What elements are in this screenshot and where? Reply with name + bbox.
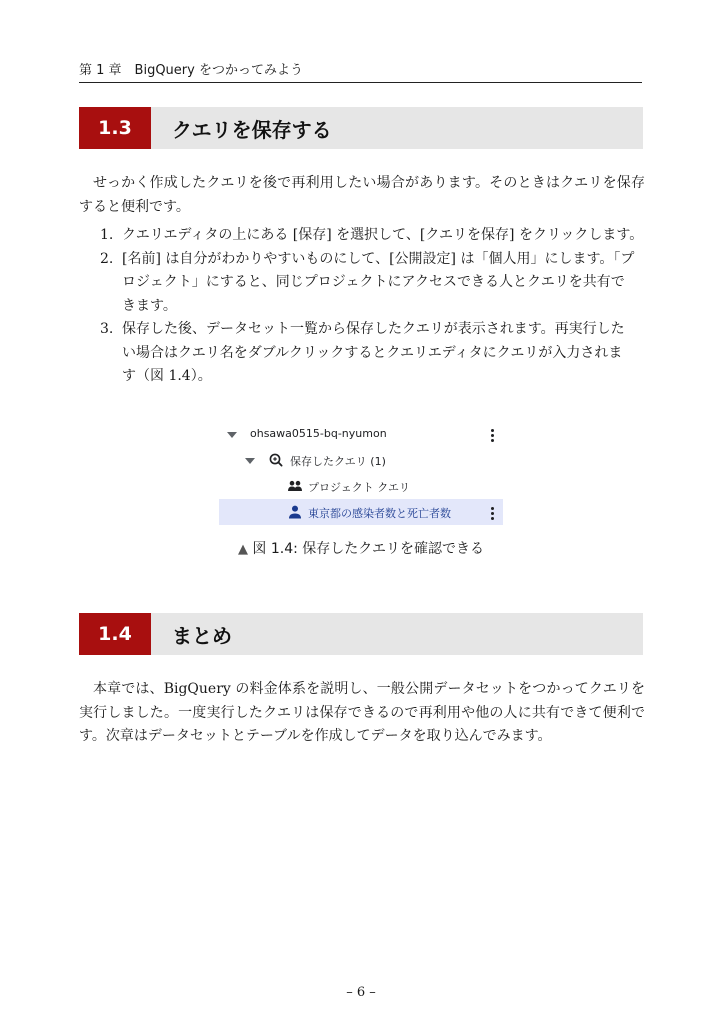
saved-queries-label[interactable]: 保存したクエリ (1)	[290, 455, 386, 468]
kebab-menu-icon[interactable]	[491, 429, 495, 444]
step-line: 保存した後、データセット一覧から保存したクエリが表示されます。再実行した	[122, 321, 625, 337]
intro-line-1: せっかく作成したクエリを後で再利用したい場合があります。そのときはクエリを保	[93, 175, 631, 191]
section-heading-1-3	[79, 107, 643, 149]
step-item	[100, 224, 645, 248]
step-line: きます。	[122, 297, 177, 314]
section-number: 1.3	[79, 107, 151, 149]
person-icon	[289, 505, 301, 519]
summary-line-2: を実行しました。一度実行したクエリは保存できるので再利用や他の人に共有できて便	[79, 681, 645, 721]
steps-list	[100, 224, 645, 389]
project-queries-row[interactable]	[219, 473, 503, 499]
step-line: クエリエディタの上にある [保存] を選択して、[クエリを保存] をクリックします。	[122, 227, 644, 243]
step-text	[122, 248, 645, 319]
step-line: す（図 1.4）。	[122, 368, 212, 384]
saved-query-icon	[269, 453, 283, 467]
triangle-down-icon[interactable]	[245, 458, 255, 464]
step-number: 1.	[100, 227, 114, 243]
step-item	[100, 248, 645, 319]
caption-marker: ▲	[237, 542, 248, 557]
triangle-down-icon[interactable]	[227, 432, 237, 438]
section-title: クエリを保存する	[172, 117, 332, 142]
saved-query-item[interactable]	[219, 499, 503, 525]
kebab-menu-icon[interactable]	[491, 507, 495, 522]
step-line: [名前] は自分がわかりやすいものにして、[公開設定] は「個人用」にします。「プ	[122, 250, 635, 267]
step-text	[122, 318, 645, 389]
figure-caption	[0, 538, 722, 558]
step-line: い場合はクエリ名をダブルクリックするとクエリエディタにクエリが入力されま	[122, 344, 623, 361]
caption-text: 図 1.4: 保存したクエリを確認できる	[252, 541, 485, 557]
summary-paragraph	[79, 678, 645, 749]
intro-line-2: 存すると便利です。	[79, 175, 645, 215]
project-row[interactable]	[219, 421, 503, 447]
summary-line-3: 利です。次章はデータセットとテーブルを作成してデータを取り込んでみます。	[79, 704, 646, 744]
intro-paragraph	[79, 172, 645, 219]
figure-screenshot	[219, 419, 503, 527]
query-name[interactable]: 東京都の感染者数と死亡者数	[308, 507, 451, 520]
summary-line-1: 本章では、BigQuery の料金体系を説明し、一般公開データセットをつかってクエリ	[93, 681, 631, 697]
step-number: 3.	[100, 321, 114, 337]
saved-queries-row[interactable]	[219, 447, 503, 473]
page-number: – 6 –	[346, 985, 376, 1000]
section-heading-1-4	[79, 613, 643, 655]
project-queries-label[interactable]: プロジェクト クエリ	[308, 481, 411, 494]
project-name[interactable]: ohsawa0515-bq-nyumon	[250, 427, 387, 440]
step-number: 2.	[100, 250, 114, 267]
section-number: 1.4	[79, 613, 151, 655]
step-line: ロジェクト」にすると、同じプロジェクトにアクセスできる人とクエリを共有で	[122, 274, 625, 290]
step-text	[122, 224, 645, 248]
section-title: まとめ	[172, 623, 232, 648]
group-icon	[288, 480, 302, 492]
running-header: 第 1 章 BigQuery をつかってみよう	[79, 59, 642, 83]
step-item	[100, 318, 645, 389]
